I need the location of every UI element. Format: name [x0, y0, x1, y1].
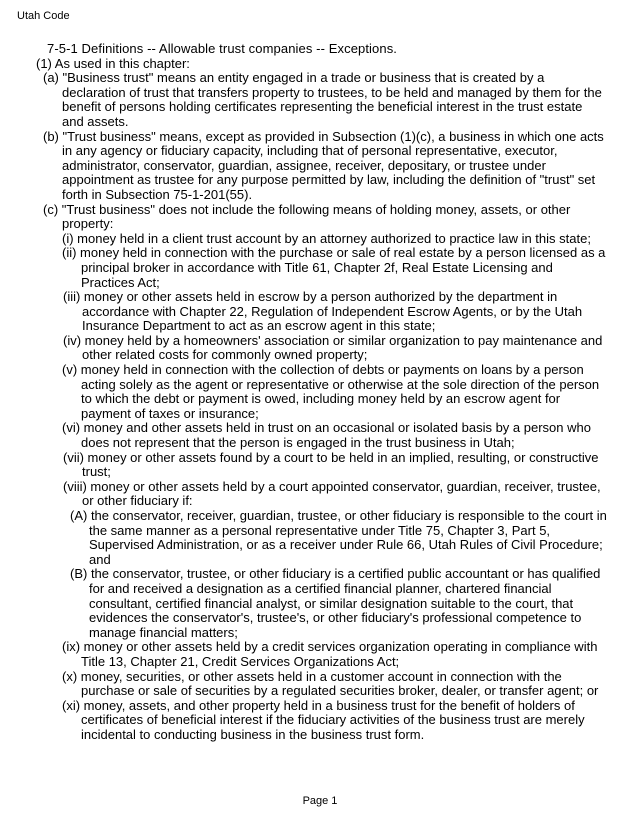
document-body — [36, 41, 607, 743]
item-v: (v) money held in connection with the collection of debts or payments on loans by a person acting solely as the agent or representative or otherwise at the sole direction of the person to which the debt or payment is owed, including money held by an escrow agent for payment of taxes or insurance; — [62, 362, 600, 421]
section-title: 7-5-1 Definitions -- Allowable trust companies -- Exceptions. — [47, 41, 398, 56]
item-vii: (vii) money or other assets found by a court to be held in an implied, resulting, or constructive trust; — [63, 449, 599, 480]
item-iv: (iv) money held by a homeowners' association or similar organization to pay maintenance and other related costs for commonly owned property; — [63, 332, 603, 363]
page-number: Page 1 — [302, 795, 338, 807]
item-x: (x) money, securities, or other assets held in a customer account in connection with the purchase or sale of securities by a regulated securities broker, dealer, or transfer agent; or — [62, 668, 599, 699]
running-header: Utah Code — [17, 10, 70, 22]
paragraph-a: (a) "Business trust" means an entity engaged in a trade or business that is created by a declaration of trust that transfers property to trustees, to be held and managed by them for the benefit of persons holding certificates representing the beneficial interest in the trust estate and assets. — [43, 70, 602, 129]
item-i: (i) money held in a client trust account by an attorney authorized to practice law in this state; — [62, 230, 591, 246]
item-viii-A: (A) the conservator, receiver, guardian, trustee, or other fiduciary is responsible to the court in the same manner as a personal representative under Title 75, Chapter 3, Part 5, Supervised Administration, or as a receiver under Rule 66, Utah Rules of Civil Procedure; and — [70, 508, 607, 567]
paragraph-c: (c) "Trust business" does not include the following means of holding money, assets, or other property: — [43, 201, 571, 232]
item-vi: (vi) money and other assets held in trust on an occasional or isolated basis by a person who does not represent that the person is engaged in the trust business in Utah; — [62, 420, 591, 451]
item-iii: (iii) money or other assets held in escrow by a person authorized by the department in accordance with Chapter 22, Regulation of Independent Escrow Agents, or by the Utah Insurance Department to act as an escrow agent in this state; — [63, 289, 583, 334]
item-xi: (xi) money, assets, and other property held in a business trust for the benefit of holders of certificates of beneficial interest if the fiduciary activities of the business trust are merely incidental to conducting business in the business trust form. — [62, 697, 585, 742]
item-viii-B: (B) the conservator, trustee, or other fiduciary is a certified public accountant or has qualified for and received a designation as a certified financial planner, chartered financial consultant, certified financial analyst, or similar designation suitable to the court, that evidences the conservator's, trustee's, or other fiduciary's professional competence to manage financial matters; — [70, 566, 601, 640]
paragraph-b: (b) "Trust business" means, except as provided in Subsection (1)(c), a business in which one acts in any agency or fiduciary capacity, including that of personal representative, executor, administrator, conservator, guardian, assignee, receiver, depositary, or trustee under appointment as trustee for any purpose permitted by law, including the definition of "trust" set forth in Subsection 75-1-201(55). — [43, 128, 604, 202]
item-viii: (viii) money or other assets held by a court appointed conservator, guardian, receiver, trustee, or other fiduciary if: — [63, 478, 601, 509]
item-ii: (ii) money held in connection with the purchase or sale of real estate by a person licensed as a principal broker in accordance with Title 61, Chapter 2f, Real Estate Licensing and Practices Act; — [62, 245, 606, 290]
subsection-1-intro: (1) As used in this chapter: — [36, 55, 190, 71]
item-ix: (ix) money or other assets held by a credit services organization operating in compliance with Title 13, Chapter 21, Credit Services Organizations Act; — [62, 639, 598, 669]
